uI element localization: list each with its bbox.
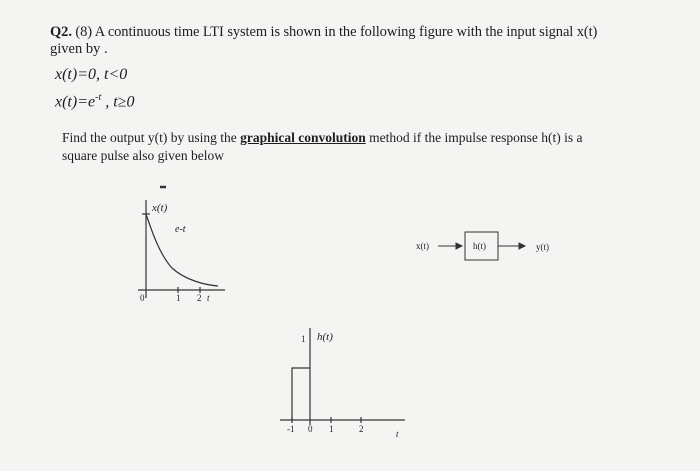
block-output-label: y(t): [536, 242, 549, 252]
instruction-after: method if the impulse response h(t) is a: [365, 130, 583, 145]
impulse-response-plot: [280, 328, 405, 425]
question-marks: (8): [75, 24, 92, 40]
equation-x-negative: x(t)=0, t<0: [55, 66, 128, 83]
h-plot-tick-m1-label: -1: [287, 424, 295, 434]
x-plot-tick-0-label: 0: [140, 293, 145, 303]
square-pulse: [292, 368, 310, 420]
eq2-exponent: -t: [95, 92, 102, 103]
x-plot-axis-t: t: [207, 293, 210, 303]
h-plot-tick-0-label: 0: [308, 424, 313, 434]
block-label: h(t): [473, 241, 486, 251]
instruction-before: Find the output y(t) by using the: [62, 130, 241, 145]
question-line-2: given by .: [50, 41, 108, 57]
x-plot-label: x(t): [152, 202, 168, 214]
h-plot-axis-t: t: [396, 429, 399, 439]
x-plot-tick-2-label: 2: [197, 293, 202, 303]
question-text-1: A continuous time LTI system is shown in the following figure with the input signal x(t): [92, 24, 598, 40]
curve-label: e-t: [175, 224, 186, 235]
input-arrowhead: [456, 243, 462, 249]
instruction-line-2: square pulse also given below: [62, 148, 224, 163]
h-plot-tick-2-label: 2: [359, 424, 364, 434]
x-plot-tick-1-label: 1: [176, 293, 181, 303]
output-arrowhead: [519, 243, 525, 249]
block-input-label: x(t): [416, 241, 429, 251]
eq2-left: x(t)=e: [55, 93, 96, 111]
h-plot-amplitude-label: 1: [301, 334, 306, 344]
instruction-emphasis: graphical convolution: [240, 130, 366, 145]
h-plot-label: h(t): [317, 331, 333, 343]
question-number: Q2.: [50, 24, 72, 40]
eq2-right: , t≥0: [101, 93, 135, 111]
h-plot-tick-1-label: 1: [329, 424, 334, 434]
